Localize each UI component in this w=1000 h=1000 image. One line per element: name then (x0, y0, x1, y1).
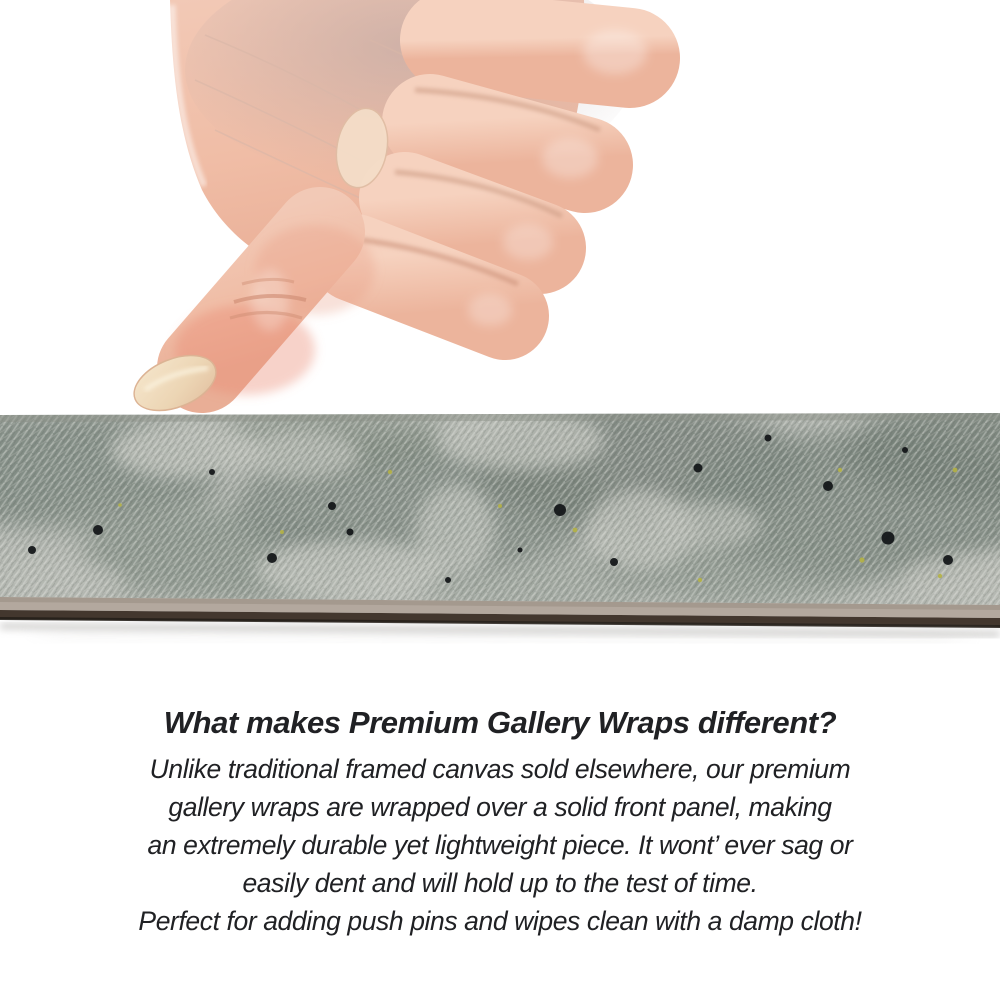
caption-line-3: an extremely durable yet lightweight piece. It wont’ ever sag or (147, 830, 853, 860)
caption-line-5: Perfect for adding push pins and wipes clean with a damp cloth! (138, 906, 862, 936)
hand-photo (120, 0, 700, 420)
hand-illustration (120, 0, 700, 420)
canvas-strip-photo (0, 410, 1000, 650)
caption-line-4: easily dent and will hold up to the test of time. (242, 868, 758, 898)
caption-line-1: Unlike traditional framed canvas sold elsewhere, our premium (149, 754, 851, 784)
caption-heading: What makes Premium Gallery Wraps different? (163, 705, 837, 740)
canvas-face (0, 410, 1000, 616)
caption-line-2: gallery wraps are wrapped over a solid front panel, making (168, 792, 832, 822)
canvas-edge-illustration (0, 410, 1000, 650)
caption-block (0, 702, 1000, 940)
